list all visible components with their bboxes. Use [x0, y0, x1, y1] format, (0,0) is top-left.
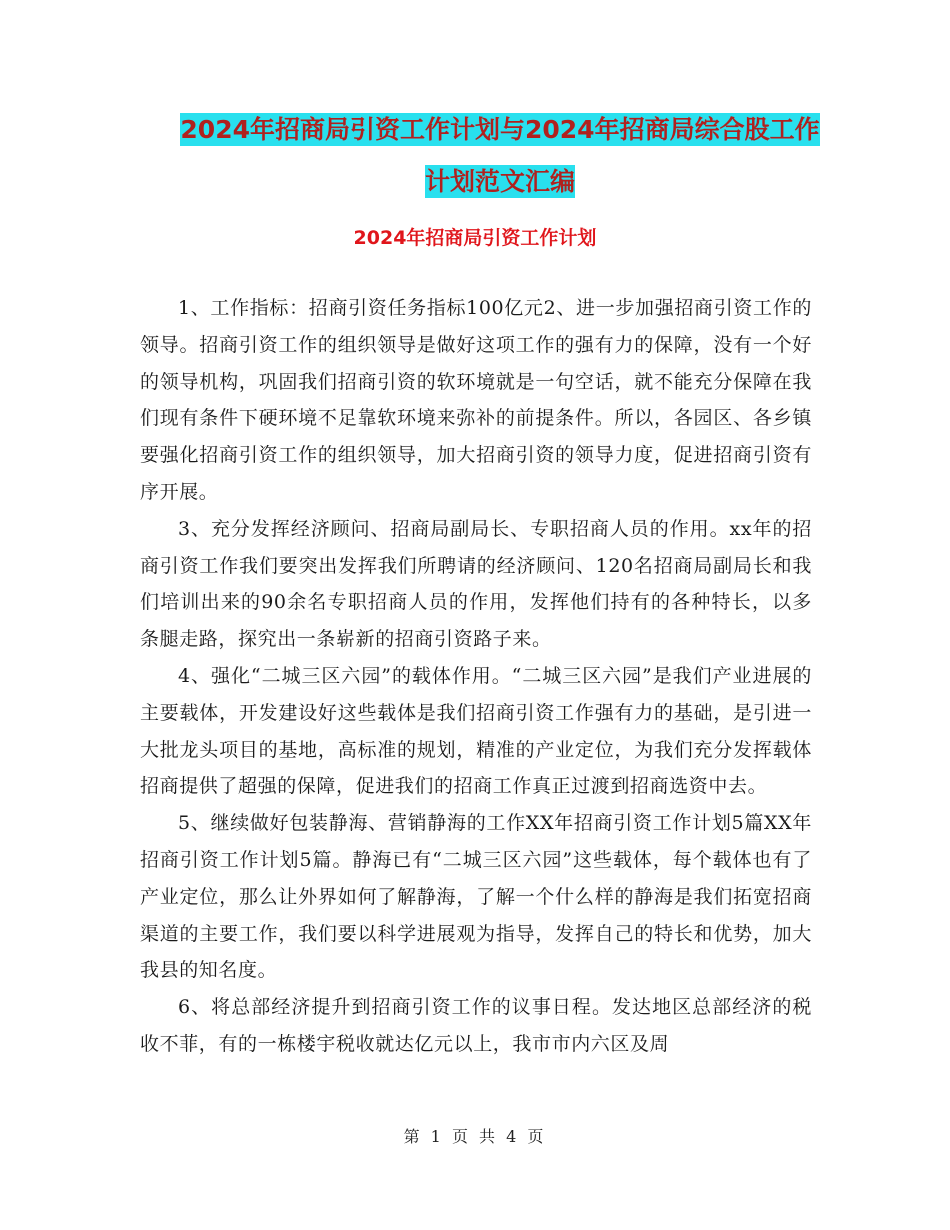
paragraph-3: 4、强化“二城三区六园”的载体作用。“二城三区六园”是我们产业进展的主要载体，开发建设好这些载体是我们招商引资工作强有力的基础，是引进一大批龙头项目的基地，高标准的规划，精准的产业定位，为我们充分发挥载体招商提供了超强的保障，促进我们的招商工作真正过渡到招商选资中去。 — [140, 664, 812, 798]
document-title — [170, 104, 830, 208]
page-footer: 第 1 页 共 4 页 — [403, 1127, 547, 1146]
section-title: 2024年招商局引资工作计划 — [353, 227, 597, 249]
paragraph-2: 3、充分发挥经济顾问、招商局副局长、专职招商人员的作用。xx年的招商引资工作我们要突出发挥我们所聘请的经济顾问、120名招商局副局长和我们培训出来的90余名专职招商人员的作用，发挥他们持有的各种特长，以多条腿走路，探究出一条崭新的招商引资路子来。 — [140, 517, 812, 651]
body-text — [140, 290, 812, 1063]
paragraph-4: 5、继续做好包装静海、营销静海的工作XX年招商引资工作计划5篇XX年招商引资工作计划5篇。静海已有“二城三区六园”这些载体，每个载体也有了产业定位，那么让外界如何了解静海，了解一个什么样的静海是我们拓宽招商渠道的主要工作，我们要以科学进展观为指导，发挥自己的特长和优势，加大我县的知名度。 — [140, 812, 812, 982]
paragraph-1: 1、工作指标：招商引资任务指标100亿元2、进一步加强招商引资工作的领导。招商引资工作的组织领导是做好这项工作的强有力的保障，没有一个好的领导机构，巩固我们招商引资的软环境就是一句空话，就不能充分保障在我们现有条件下硬环境不足靠软环境来弥补的前提条件。所以，各园区、各乡镇要强化招商引资工作的组织领导，加大招商引资的领导力度，促进招商引资有序开展。 — [140, 297, 812, 503]
document-title-text: 2024年招商局引资工作计划与2024年招商局综合股工作计划范文汇编 — [180, 115, 820, 196]
paragraph-5: 6、将总部经济提升到招商引资工作的议事日程。发达地区总部经济的税收不菲，有的一栋楼宇税收就达亿元以上，我市市内六区及周 — [140, 996, 812, 1055]
